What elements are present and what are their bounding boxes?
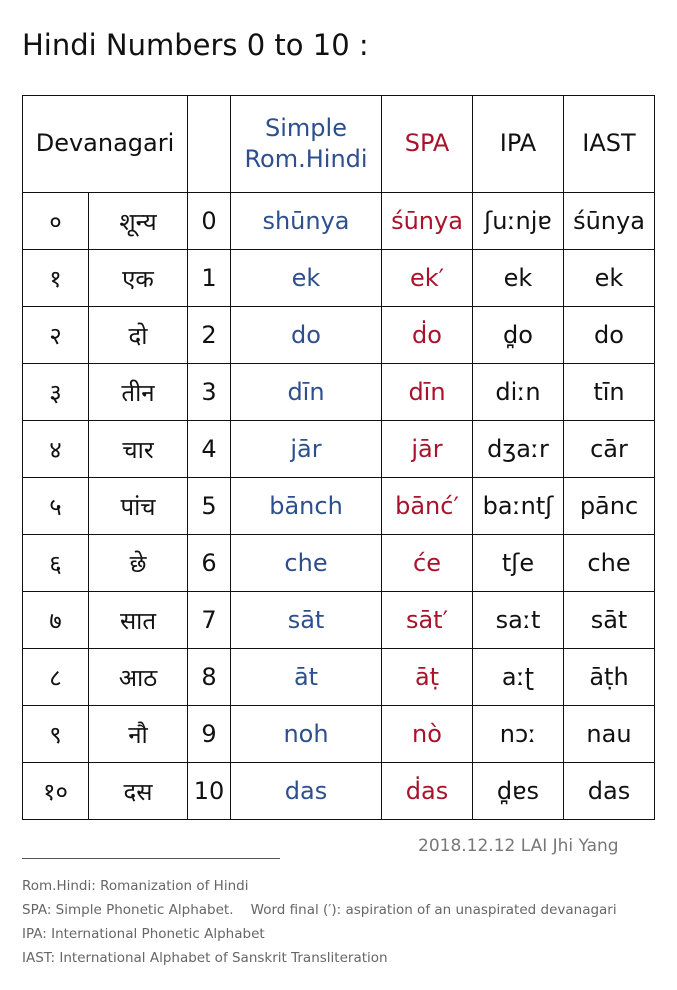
table-row bbox=[23, 193, 655, 250]
devanagari-word-cell: चार bbox=[89, 421, 188, 478]
numbers-table bbox=[22, 95, 655, 820]
iast-cell: śūnya bbox=[564, 193, 655, 250]
ipa-cell: diːn bbox=[473, 364, 564, 421]
devanagari-digit-cell: ६ bbox=[23, 535, 89, 592]
devanagari-digit-cell: २ bbox=[23, 307, 89, 364]
footnote-rom-hindi: Rom.Hindi: Romanization of Hindi bbox=[22, 878, 249, 894]
devanagari-digit-cell: ८ bbox=[23, 649, 89, 706]
spa-cell: ḋas bbox=[382, 763, 473, 820]
spa-cell: će bbox=[382, 535, 473, 592]
divider-line bbox=[22, 858, 280, 859]
header-number bbox=[188, 96, 231, 193]
iast-cell: do bbox=[564, 307, 655, 364]
iast-cell: nau bbox=[564, 706, 655, 763]
devanagari-digit-cell: ९ bbox=[23, 706, 89, 763]
devanagari-digit-cell: १ bbox=[23, 250, 89, 307]
simple-rom-hindi-cell: jār bbox=[231, 421, 382, 478]
number-cell: 4 bbox=[188, 421, 231, 478]
spa-cell: jār bbox=[382, 421, 473, 478]
ipa-cell: saːt bbox=[473, 592, 564, 649]
header-iast: IAST bbox=[564, 96, 655, 193]
devanagari-word-cell: पांच bbox=[89, 478, 188, 535]
number-cell: 1 bbox=[188, 250, 231, 307]
spa-cell: bānć′ bbox=[382, 478, 473, 535]
footnotes bbox=[22, 874, 617, 970]
devanagari-word-cell: दस bbox=[89, 763, 188, 820]
number-cell: 0 bbox=[188, 193, 231, 250]
number-cell: 2 bbox=[188, 307, 231, 364]
header-row bbox=[23, 96, 655, 193]
simple-rom-hindi-cell: noh bbox=[231, 706, 382, 763]
page-title: Hindi Numbers 0 to 10 : bbox=[22, 28, 369, 62]
simple-rom-hindi-cell: das bbox=[231, 763, 382, 820]
devanagari-digit-cell: ४ bbox=[23, 421, 89, 478]
devanagari-digit-cell: ५ bbox=[23, 478, 89, 535]
devanagari-word-cell: आठ bbox=[89, 649, 188, 706]
table-row bbox=[23, 364, 655, 421]
spa-cell: sāt′ bbox=[382, 592, 473, 649]
simple-rom-hindi-cell: bānch bbox=[231, 478, 382, 535]
spa-cell: nò bbox=[382, 706, 473, 763]
devanagari-digit-cell: ३ bbox=[23, 364, 89, 421]
number-cell: 5 bbox=[188, 478, 231, 535]
ipa-cell: ʃuːnjɐ bbox=[473, 193, 564, 250]
devanagari-digit-cell: ० bbox=[23, 193, 89, 250]
table-row bbox=[23, 763, 655, 820]
simple-rom-hindi-cell: ek bbox=[231, 250, 382, 307]
iast-cell: pānc bbox=[564, 478, 655, 535]
table-row bbox=[23, 649, 655, 706]
spa-cell: ḋo bbox=[382, 307, 473, 364]
header-simple-line1: Simple bbox=[265, 113, 347, 142]
table-row bbox=[23, 250, 655, 307]
iast-cell: tīn bbox=[564, 364, 655, 421]
table-row bbox=[23, 535, 655, 592]
spa-cell: śūnya bbox=[382, 193, 473, 250]
number-cell: 7 bbox=[188, 592, 231, 649]
number-cell: 8 bbox=[188, 649, 231, 706]
ipa-cell: d̪o bbox=[473, 307, 564, 364]
devanagari-word-cell: दो bbox=[89, 307, 188, 364]
devanagari-word-cell: शून्य bbox=[89, 193, 188, 250]
devanagari-digit-cell: १० bbox=[23, 763, 89, 820]
number-cell: 6 bbox=[188, 535, 231, 592]
iast-cell: āṭh bbox=[564, 649, 655, 706]
devanagari-digit-cell: ७ bbox=[23, 592, 89, 649]
simple-rom-hindi-cell: sāt bbox=[231, 592, 382, 649]
simple-rom-hindi-cell: do bbox=[231, 307, 382, 364]
simple-rom-hindi-cell: dīn bbox=[231, 364, 382, 421]
simple-rom-hindi-cell: che bbox=[231, 535, 382, 592]
simple-rom-hindi-cell: āt bbox=[231, 649, 382, 706]
iast-cell: cār bbox=[564, 421, 655, 478]
ipa-cell: d̪ɐs bbox=[473, 763, 564, 820]
spa-cell: dīn bbox=[382, 364, 473, 421]
table-row bbox=[23, 307, 655, 364]
header-ipa: IPA bbox=[473, 96, 564, 193]
ipa-cell: ek bbox=[473, 250, 564, 307]
simple-rom-hindi-cell: shūnya bbox=[231, 193, 382, 250]
spa-cell: āṭ bbox=[382, 649, 473, 706]
header-spa: SPA bbox=[382, 96, 473, 193]
ipa-cell: baːntʃ bbox=[473, 478, 564, 535]
ipa-cell: dʒaːr bbox=[473, 421, 564, 478]
number-cell: 9 bbox=[188, 706, 231, 763]
devanagari-word-cell: तीन bbox=[89, 364, 188, 421]
devanagari-word-cell: सात bbox=[89, 592, 188, 649]
ipa-cell: nɔː bbox=[473, 706, 564, 763]
author-credit: 2018.12.12 LAI Jhi Yang bbox=[418, 836, 619, 856]
devanagari-word-cell: छे bbox=[89, 535, 188, 592]
iast-cell: sāt bbox=[564, 592, 655, 649]
table-body bbox=[23, 193, 655, 820]
spa-cell: ek′ bbox=[382, 250, 473, 307]
iast-cell: das bbox=[564, 763, 655, 820]
devanagari-word-cell: एक bbox=[89, 250, 188, 307]
ipa-cell: aːʈ bbox=[473, 649, 564, 706]
footnote-spa: SPA: Simple Phonetic Alphabet. Word final (′): aspiration of an unaspirated devanagari bbox=[22, 902, 617, 918]
number-cell: 3 bbox=[188, 364, 231, 421]
iast-cell: che bbox=[564, 535, 655, 592]
iast-cell: ek bbox=[564, 250, 655, 307]
table-row bbox=[23, 421, 655, 478]
header-devanagari: Devanagari bbox=[23, 96, 188, 193]
devanagari-word-cell: नौ bbox=[89, 706, 188, 763]
footnote-ipa: IPA: International Phonetic Alphabet bbox=[22, 926, 265, 942]
table-row bbox=[23, 706, 655, 763]
ipa-cell: tʃe bbox=[473, 535, 564, 592]
table-row bbox=[23, 478, 655, 535]
number-cell: 10 bbox=[188, 763, 231, 820]
footnote-iast: IAST: International Alphabet of Sanskrit Transliteration bbox=[22, 950, 388, 966]
table-row bbox=[23, 592, 655, 649]
header-simple-line2: Rom.Hindi bbox=[244, 145, 368, 173]
header-simple-rom-hindi bbox=[231, 96, 382, 193]
